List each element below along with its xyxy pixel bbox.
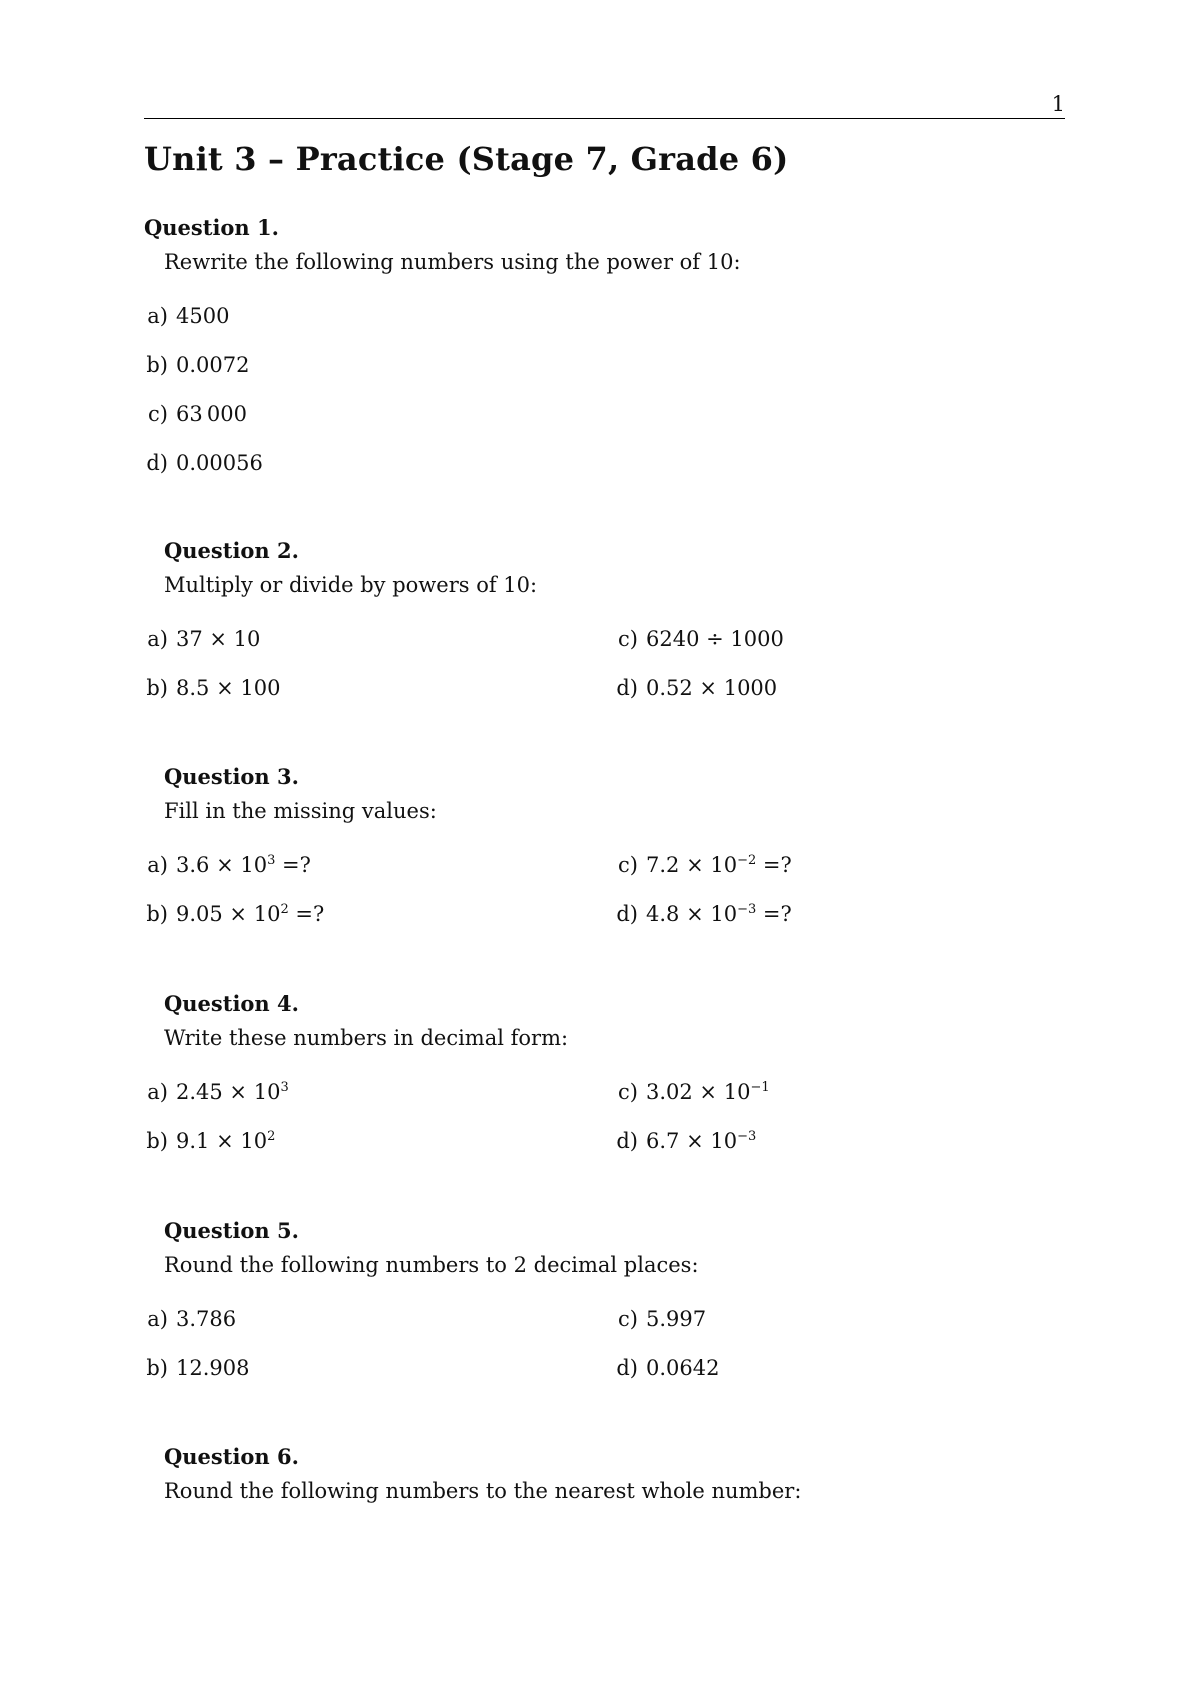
item-label: d) bbox=[616, 1356, 638, 1380]
item-text: 5.997 bbox=[646, 1307, 707, 1331]
item-base: 4.8 × 10 bbox=[646, 902, 738, 926]
list-item bbox=[136, 304, 229, 328]
item-label: c) bbox=[148, 402, 168, 426]
list-item bbox=[606, 676, 777, 700]
question-prompt: Round the following numbers to 2 decimal places: bbox=[164, 1253, 699, 1277]
item-text: 0.0072 bbox=[176, 353, 250, 377]
list-item bbox=[136, 353, 249, 377]
list-item bbox=[136, 1307, 236, 1331]
list-item bbox=[606, 1129, 756, 1153]
list-item bbox=[136, 402, 247, 426]
page-number: 1 bbox=[1051, 92, 1065, 116]
item-exponent: −3 bbox=[737, 1129, 757, 1144]
list-item bbox=[136, 1129, 275, 1153]
question-heading: Question 5. bbox=[164, 1218, 299, 1243]
item-text: 12.908 bbox=[176, 1356, 250, 1380]
list-item bbox=[136, 853, 311, 877]
question-heading: Question 1. bbox=[144, 215, 279, 240]
header-rule bbox=[144, 118, 1065, 119]
list-item bbox=[136, 451, 263, 475]
item-label: a) bbox=[147, 1080, 168, 1104]
item-tail: =? bbox=[288, 902, 325, 926]
item-base: 9.05 × 10 bbox=[176, 902, 281, 926]
item-label: b) bbox=[146, 1129, 168, 1153]
item-label: a) bbox=[147, 304, 168, 328]
item-label: a) bbox=[147, 627, 168, 651]
item-exponent: −2 bbox=[737, 853, 757, 868]
item-base: 3.6 × 10 bbox=[176, 853, 268, 877]
item-label: b) bbox=[146, 902, 168, 926]
list-item bbox=[136, 1356, 249, 1380]
question-prompt: Multiply or divide by powers of 10: bbox=[164, 573, 538, 597]
item-label: d) bbox=[146, 451, 168, 475]
item-tail: =? bbox=[275, 853, 311, 877]
list-item bbox=[606, 902, 792, 926]
item-label: c) bbox=[618, 627, 638, 651]
question-heading: Question 2. bbox=[164, 538, 299, 563]
question-heading: Question 6. bbox=[164, 1444, 299, 1469]
list-item bbox=[606, 627, 784, 651]
item-text: 37 × 10 bbox=[176, 627, 261, 651]
item-base: 3.02 × 10 bbox=[646, 1080, 751, 1104]
item-label: d) bbox=[616, 1129, 638, 1153]
item-text: 0.0642 bbox=[646, 1356, 720, 1380]
item-tail: =? bbox=[756, 902, 792, 926]
item-base: 6.7 × 10 bbox=[646, 1129, 738, 1153]
list-item bbox=[136, 902, 324, 926]
question-heading: Question 3. bbox=[164, 764, 299, 789]
item-label: a) bbox=[147, 1307, 168, 1331]
item-tail: =? bbox=[756, 853, 792, 877]
question-prompt: Write these numbers in decimal form: bbox=[164, 1026, 569, 1050]
item-label: b) bbox=[146, 353, 168, 377]
item-label: c) bbox=[618, 853, 638, 877]
list-item bbox=[136, 627, 260, 651]
item-label: b) bbox=[146, 676, 168, 700]
list-item bbox=[136, 1080, 289, 1104]
item-base: 2.45 × 10 bbox=[176, 1080, 281, 1104]
item-text: 6240 ÷ 1000 bbox=[646, 627, 784, 651]
item-base: 9.1 × 10 bbox=[176, 1129, 268, 1153]
page-title: Unit 3 – Practice (Stage 7, Grade 6) bbox=[144, 140, 789, 178]
list-item bbox=[606, 1080, 770, 1104]
list-item bbox=[136, 676, 280, 700]
list-item bbox=[606, 1356, 719, 1380]
item-exponent: 2 bbox=[267, 1129, 276, 1144]
item-label: a) bbox=[147, 853, 168, 877]
item-text: 63 000 bbox=[176, 402, 247, 426]
item-exponent: 3 bbox=[267, 853, 276, 868]
item-text: 0.52 × 1000 bbox=[646, 676, 778, 700]
item-label: d) bbox=[616, 902, 638, 926]
list-item bbox=[606, 853, 792, 877]
item-label: b) bbox=[146, 1356, 168, 1380]
item-exponent: 3 bbox=[280, 1080, 289, 1095]
question-prompt: Fill in the missing values: bbox=[164, 799, 437, 823]
question-heading: Question 4. bbox=[164, 991, 299, 1016]
item-text: 4500 bbox=[176, 304, 230, 328]
item-exponent: −3 bbox=[737, 902, 757, 917]
item-label: c) bbox=[618, 1080, 638, 1104]
item-exponent: 2 bbox=[280, 902, 289, 917]
item-exponent: −1 bbox=[750, 1080, 770, 1095]
item-label: d) bbox=[616, 676, 638, 700]
item-text: 8.5 × 100 bbox=[176, 676, 281, 700]
question-prompt: Round the following numbers to the nearest whole number: bbox=[164, 1479, 802, 1503]
item-base: 7.2 × 10 bbox=[646, 853, 738, 877]
item-text: 3.786 bbox=[176, 1307, 237, 1331]
list-item bbox=[606, 1307, 706, 1331]
question-prompt: Rewrite the following numbers using the power of 10: bbox=[164, 250, 741, 274]
item-text: 0.00056 bbox=[176, 451, 263, 475]
item-label: c) bbox=[618, 1307, 638, 1331]
